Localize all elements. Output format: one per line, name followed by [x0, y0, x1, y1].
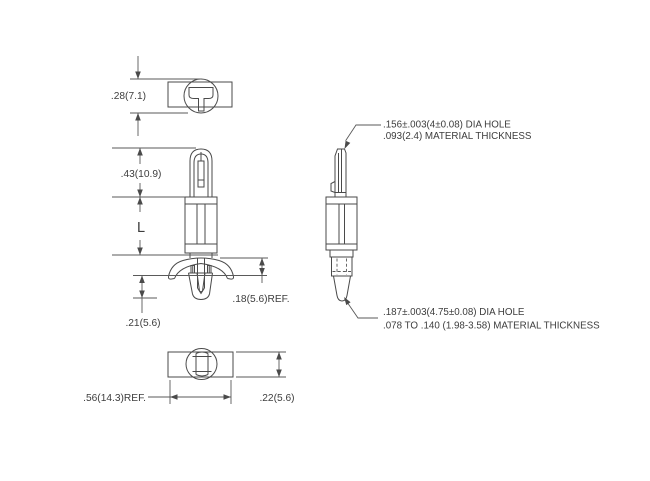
snap-feet: [189, 266, 213, 300]
dim-base-height-label: .22(5.6): [259, 393, 295, 404]
annotation-bottom-hole-line2: .078 TO .140 (1.98-3.58) MATERIAL THICKNESS: [383, 320, 600, 332]
top-view: [168, 79, 232, 113]
arrowhead-right: [224, 394, 232, 400]
dim-snap-depth-label: .21(5.6): [125, 318, 161, 329]
front-view: [168, 149, 233, 300]
dim-umbrella-height-label: .18(5.6)REF.: [232, 294, 290, 305]
front-view-body: [185, 197, 217, 258]
arrowhead-down: [259, 268, 265, 276]
front-view-clip: [190, 149, 212, 197]
arrowhead-up: [137, 148, 143, 156]
annotation-bottom-hole: [344, 297, 600, 332]
arrowhead-up: [135, 113, 141, 121]
leader-arrowhead: [344, 297, 351, 305]
side-view: [326, 149, 357, 301]
bottom-view-slot: [193, 352, 212, 376]
bottom-view: [168, 349, 233, 380]
arrowhead-up: [137, 197, 143, 205]
annotation-bottom-hole-line1: .187±.003(4.75±0.08) DIA HOLE: [383, 307, 525, 318]
bottom-view-circle: [186, 349, 217, 380]
arrowhead-down: [137, 248, 143, 256]
dim-body-length-label: L: [136, 220, 146, 236]
arrowhead-down: [135, 72, 141, 80]
top-view-outline: [168, 82, 232, 107]
arrowhead-up: [139, 276, 145, 284]
side-view-leg: [332, 257, 353, 301]
arrowhead-down: [139, 291, 145, 299]
arrowhead-down: [137, 190, 143, 198]
bottom-view-outline: [168, 352, 233, 377]
dim-top-height: [111, 56, 201, 136]
dim-clip-height-label: .43(10.9): [120, 169, 162, 180]
annotation-top-hole-line2: .093(2.4) MATERIAL THICKNESS: [383, 131, 532, 142]
dim-base-width: [83, 380, 231, 404]
dim-top-height-label: .28(7.1): [110, 91, 146, 102]
dim-body-length: [112, 197, 218, 255]
annotation-top-hole: [345, 120, 532, 150]
dim-clip-height: [112, 148, 196, 197]
side-view-body: [326, 197, 357, 257]
arrowhead-left: [170, 394, 178, 400]
dim-base-width-label: .56(14.3)REF.: [83, 393, 146, 404]
arrowhead-up: [259, 258, 265, 266]
arrowhead-down: [276, 370, 282, 378]
leader-bottom-hole: [347, 302, 378, 318]
dim-base-height: [236, 352, 295, 404]
leader-top-hole: [346, 125, 381, 141]
dim-umbrella-height: [220, 258, 290, 305]
side-view-clip: [331, 149, 346, 197]
leader-arrowhead: [345, 141, 351, 149]
annotation-top-hole-line1: .156±.003(4±0.08) DIA HOLE: [383, 119, 511, 131]
arrowhead-up: [276, 352, 282, 360]
